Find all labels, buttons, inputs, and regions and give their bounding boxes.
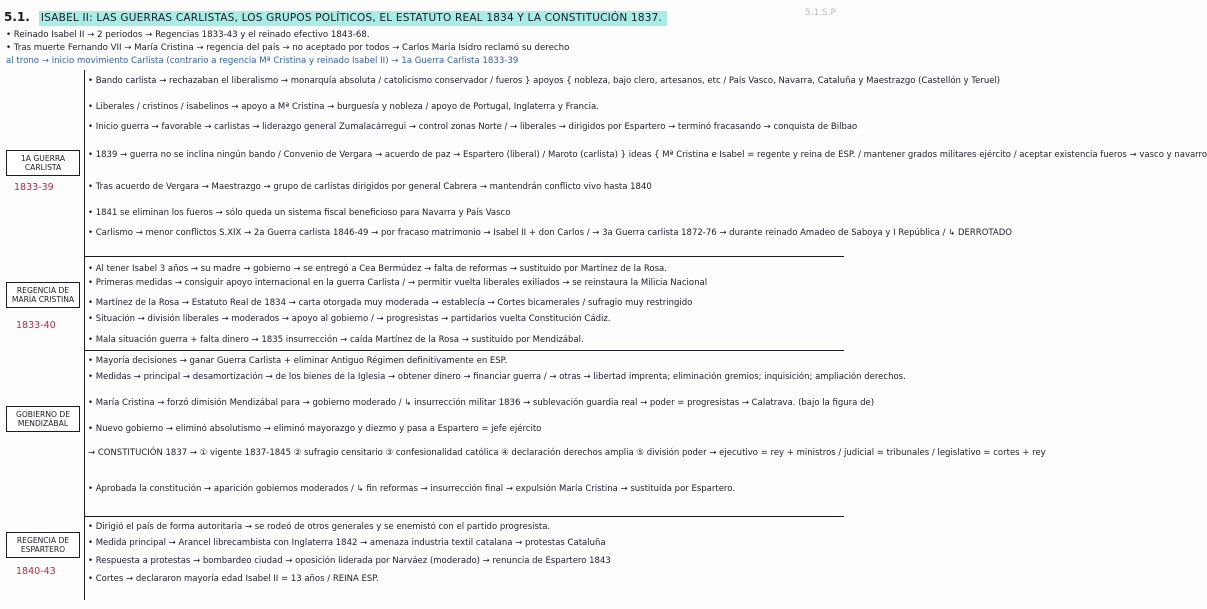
s3-line-6: • Aprobada la constitución → aparición gobiernos moderados / ↳ fin reformas → insurrección final → expulsión María Cristina → sustituida por Espartero. <box>88 484 735 494</box>
title-number: 5.1. <box>4 10 30 24</box>
intro-line-1: • Reinado Isabel II → 2 periodos → Regencias 1833-43 y el reinado efectivo 1843-68. <box>6 30 370 40</box>
s4-line-2: • Medida principal → Arancel librecambista con Inglaterra 1842 → amenaza industria textil catalana → protestas Cataluña <box>88 538 606 548</box>
s1-line-4: • 1839 → guerra no se inclina ningún bando / Convenio de Vergara → acuerdo de paz → Espartero (liberal) / Maroto (carlista) } ideas { Mª Cristina e Isabel = regente y reina de ESP. / mantener grados militares ejército / aceptar existencia fueros → vasco y navarro <box>88 150 1207 160</box>
s3-line-2: • Medidas → principal → desamortización → de los bienes de la Iglesia → obtener dinero → financiar guerra / → otras → libertad imprenta; eliminación gremios; inquisición; ampliación derechos. <box>88 372 906 382</box>
s2-line-5: • Mala situación guerra + falta dinero → 1835 insurrección → caída Martínez de la Rosa → sustituido por Mendizábal. <box>88 335 584 345</box>
s2-line-3: • Martínez de la Rosa → Estatuto Real de 1834 → carta otorgada muy moderada → establecía → Cortes bicamerales / sufragio muy restringido <box>88 298 693 308</box>
s1-line-3: • Inicio guerra → favorable → carlistas → liderazgo general Zumalacárregui → control zonas Norte / → liberales → dirigidos por Espartero → terminó fracasando → conquista de Bilbao <box>88 122 858 132</box>
section-label-guerra-carlista: 1A GUERRA CARLISTA <box>6 150 80 176</box>
section-frame-vertical <box>84 70 85 600</box>
section-years-regencia-maria-cristina: 1833-40 <box>16 320 56 331</box>
intro-line-3: al trono → inicio movimiento Carlista (contrario a regencia Mª Cristina y reinado Isabel II) → 1a Guerra Carlista 1833-39 <box>6 56 519 66</box>
divider-1 <box>84 256 844 257</box>
divider-2 <box>84 350 844 351</box>
s4-line-1: • Dirigió el país de forma autoritaria → se rodeó de otros generales y se enemistó con el partido progresista. <box>88 522 551 532</box>
divider-3 <box>84 516 844 517</box>
s3-line-3: • María Cristina → forzó dimisión Mendizábal para → gobierno moderado / ↳ insurrección militar 1836 → sublevación guardia real → poder = progresistas → Calatrava. (bajo la figura de) <box>88 398 875 408</box>
s2-line-2: • Primeras medidas → consiguir apoyo internacional en la guerra Carlista / → permitir vuelta liberales exiliados → se reinstaura la Milicia Nacional <box>88 278 708 288</box>
s2-line-1: • Al tener Isabel 3 años → su madre → gobierno → se entregó a Cea Bermúdez → falta de reformas → sustituido por Martínez de la Rosa. <box>88 264 667 274</box>
section-label-gobierno-mendizabal: GOBIERNO DE MENDIZÁBAL <box>6 406 80 432</box>
section-label-regencia-espartero: REGENCIA DE ESPARTERO <box>6 532 80 558</box>
section-label-regencia-maria-cristina: REGENCIA DE MARÍA CRISTINA <box>6 282 80 308</box>
title-text: ISABEL II: LAS GUERRAS CARLISTAS, LOS GRUPOS POLÍTICOS, EL ESTATUTO REAL 1834 Y LA CONSTITUCIÓN 1837. <box>39 11 667 26</box>
s3-line-1: • Mayoría decisiones → ganar Guerra Carlista + eliminar Antiguo Régimen definitivamente en ESP. <box>88 356 508 366</box>
s3-line-5: → CONSTITUCIÓN 1837 → ① vigente 1837-1845 ② sufragio censitario ③ confesionalidad católica ④ declaración derechos amplia ⑤ división poder → ejecutivo = rey + ministros / judicial = tribunales / legislativo = cortes + rey <box>88 448 1046 458</box>
s4-line-4: • Cortes → declararon mayoría edad Isabel II = 13 años / REINA ESP. <box>88 574 379 584</box>
s3-line-4: • Nuevo gobierno → eliminó absolutismo → eliminó mayorazgo y diezmo y pasa a Espartero = jefe ejército <box>88 424 542 434</box>
s1-line-7: • Carlismo → menor conflictos S.XIX → 2a Guerra carlista 1846-49 → por fracaso matrimonio → Isabel II + don Carlos / → 3a Guerra carlista 1872-76 → durante reinado Amadeo de Saboya y I República / ↳ DERROTADO <box>88 228 1012 238</box>
s1-line-5: • Tras acuerdo de Vergara → Maestrazgo → grupo de carlistas dirigidos por general Cabrera → mantendrán conflicto vivo hasta 1840 <box>88 182 652 192</box>
corner-mark: 5.1.S.P <box>804 8 836 18</box>
s1-line-6: • 1841 se eliminan los fueros → sólo queda un sistema fiscal beneficioso para Navarra y País Vasco <box>88 208 511 218</box>
intro-line-2: • Tras muerte Fernando VII → María Cristina → regencia del país → no aceptado por todos → Carlos María Isidro reclamó su derecho <box>6 43 570 53</box>
s4-line-3: • Respuesta a protestas → bombardeo ciudad → oposición liderada por Narváez (moderado) → renuncia de Espartero 1843 <box>88 556 611 566</box>
page-title <box>4 6 667 24</box>
s1-line-2: • Liberales / cristinos / isabelinos → apoyo a Mª Cristina → burguesía y nobleza / apoyo de Portugal, Inglaterra y Francia. <box>88 102 599 112</box>
section-years-regencia-espartero: 1840-43 <box>16 566 56 577</box>
section-years-guerra-carlista: 1833-39 <box>14 182 54 193</box>
s2-line-4: • Situación → división liberales → moderados → apoyo al gobierno / → progresistas → partidarios vuelta Constitución Cádiz. <box>88 314 611 324</box>
s1-line-1: • Bando carlista → rechazaban el liberalismo → monarquía absoluta / catolicismo conservador / fueros } apoyos { nobleza, bajo clero, artesanos, etc / País Vasco, Navarra, Cataluña y Maestrazgo (Castellón y Teruel) <box>88 76 1001 86</box>
